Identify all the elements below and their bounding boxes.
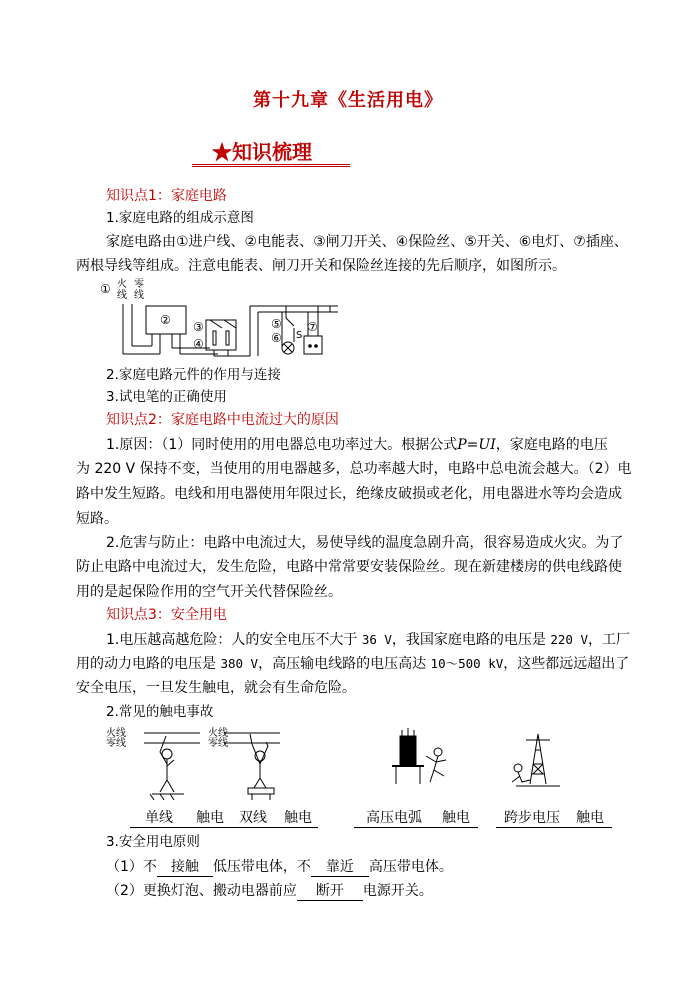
fig-label-ling: 零	[134, 279, 144, 290]
caption-3-answer: 高压电弧	[354, 809, 434, 828]
kp3-v380: 380 V	[220, 656, 259, 671]
kp3-line1	[106, 629, 630, 651]
fig-label-1: ①	[100, 282, 111, 296]
fig-label-7: ⑦	[307, 320, 318, 334]
fig-lingxian-1: 零线	[106, 738, 126, 749]
kp3-sub3: 3.安全用电原则	[106, 834, 200, 850]
rule-2-answer: 断开	[297, 882, 363, 901]
caption-4-suffix: 触电	[568, 809, 612, 828]
kp3-line2-c: ，这些都远远超出了	[503, 656, 630, 672]
kp1-sub2: 2.家庭电路元件的作用与连接	[106, 367, 281, 383]
fig-lingxian-2: 零线	[208, 738, 228, 749]
fig-huoxian-2: 火线	[208, 728, 228, 739]
caption-2-suffix: 触电	[278, 809, 318, 828]
kp2-line1-a: 1.原因：（1）同时使用的用电器总电功率过大。根据公式	[106, 437, 458, 453]
kp3-line2-a: 用的动力电路的电压是	[76, 656, 221, 672]
fig-label-2: ②	[160, 313, 171, 327]
kp3-line1-a: 1.电压越高越危险：人的安全电压不大于	[106, 632, 362, 648]
fig-label-6: ⑥	[271, 331, 282, 345]
kp3-line2	[76, 653, 629, 675]
kp2-formula: P=UI	[457, 437, 496, 453]
kp3-v36: 36 V	[361, 632, 392, 647]
rule-1	[106, 856, 453, 878]
caption-4	[496, 807, 612, 829]
rule-1-a: （1）不	[106, 859, 157, 875]
rule-2-c: 电源开关。	[362, 883, 433, 899]
kp1-para-line2: 两根导线等组成。注意电能表、闸刀开关和保险丝连接的先后顺序，如图所示。	[76, 258, 566, 274]
caption-1	[130, 807, 232, 829]
caption-4-answer: 跨步电压	[496, 809, 568, 828]
kp1-sub3: 3.试电笔的正确使用	[106, 389, 227, 405]
fig-label-xian1: 线	[117, 290, 127, 301]
kp1-para-line1: 家庭电路由①进户线、②电能表、③闸刀开关、④保险丝、⑤开关、⑥电灯、⑦插座、	[106, 234, 628, 250]
caption-1-suffix: 触电	[188, 809, 232, 828]
double-wire-shock-figure	[248, 734, 274, 800]
kp1-sub1: 1.家庭电路的组成示意图	[106, 210, 254, 226]
fig-label-huo: 火	[117, 279, 127, 290]
rule-1-answer-1: 接触	[157, 858, 213, 877]
rule-1-c: 低压带电体，不	[212, 859, 311, 875]
rule-1-e: 高压带电体。	[368, 859, 453, 875]
kp3-v220: 220 V	[550, 632, 589, 647]
kp3-line2-b: ，高压输电线路的电压高达	[258, 656, 431, 672]
kp2-line5: 2.危害与防止：电路中电流过大，易使导线的温度急剧升高，很容易造成火灾。为了	[106, 535, 624, 551]
kp2-line4: 短路。	[76, 511, 118, 527]
caption-3-suffix: 触电	[434, 809, 478, 828]
kp2-line7: 用的是起保险作用的空气开关代替保险丝。	[76, 584, 342, 600]
page-title: 第十九章《生活用电》	[253, 90, 443, 111]
single-wire-shock-figure	[150, 736, 184, 800]
caption-3	[354, 807, 478, 829]
kp2-heading: 知识点2：家庭电路中电流过大的原因	[106, 412, 339, 428]
fig-label-s: S	[296, 330, 303, 341]
kp3-line1-c: ，工厂	[588, 632, 631, 648]
kp2-line1-b: ，家庭电路的电压	[495, 437, 608, 453]
section-heading: ★知识梳理	[212, 140, 312, 164]
household-circuit-diagram	[100, 276, 340, 360]
fig-label-4: ④	[193, 337, 204, 351]
high-voltage-arc-figure	[392, 728, 446, 784]
kp2-line6: 防止电路中电流过大，发生危险，电路中常常要安装保险丝。现在新建楼房的供电线路使	[76, 559, 622, 575]
kp3-vhigh: 10～500 kV	[430, 656, 504, 671]
fig-label-xian2: 线	[134, 290, 144, 301]
kp2-line1	[106, 434, 608, 456]
fig-huoxian-1: 火线	[106, 728, 126, 739]
fig-label-5: ⑤	[271, 317, 282, 331]
fig-label-3: ③	[193, 320, 204, 334]
step-voltage-figure	[512, 734, 560, 786]
rule-2	[106, 880, 433, 902]
kp2-line3: 路中发生短路。电线和用电器使用年限过长，绝缘皮破损或老化，用电器进水等均会造成	[76, 486, 622, 502]
kp3-line3: 安全电压，一旦发生触电，就会有生命危险。	[76, 680, 356, 696]
electric-shock-illustrations	[100, 724, 620, 802]
section-underline	[192, 164, 350, 167]
kp2-line2: 为 220 V 保持不变，当使用的用电器越多，总功率越大时，电路中总电流会越大。（2）电	[76, 461, 632, 477]
caption-2	[228, 807, 318, 829]
kp3-line1-b: ，我国家庭电路的电压是	[391, 632, 551, 648]
kp1-heading: 知识点1：家庭电路	[106, 188, 227, 204]
caption-1-answer: 单线	[130, 809, 188, 828]
caption-2-answer: 双线	[228, 809, 278, 828]
kp3-heading: 知识点3：安全用电	[106, 607, 227, 623]
rule-2-a: （2）更换灯泡、搬动电器前应	[106, 883, 297, 899]
kp3-sub2: 2.常见的触电事故	[106, 704, 214, 720]
rule-1-answer-2: 靠近	[311, 858, 369, 877]
